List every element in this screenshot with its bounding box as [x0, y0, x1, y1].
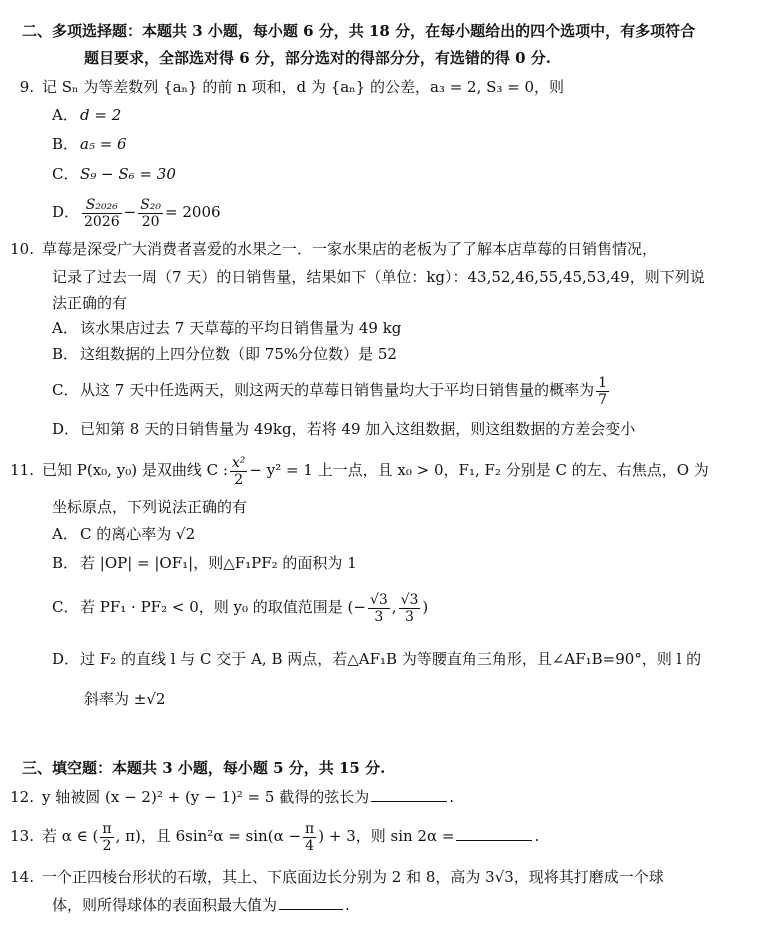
question-number: 12.: [10, 788, 34, 806]
option-text: 若 |OP| = |OF₁|，则△F₁PF₂ 的面积为 1: [80, 554, 357, 572]
numerator: √3: [400, 591, 419, 608]
question-11-cont: 坐标原点，下列说法正确的有: [52, 498, 248, 516]
section2-heading-cont: 题目要求，全部选对得 6 分，部分选对的得部分分，有选错的得 0 分.: [84, 49, 551, 67]
question-stem: 若 α ∈ (: [42, 827, 99, 845]
fraction: [230, 455, 248, 488]
q9-option-d: D． $\frac{\text{S₂₀₂₆}}{2026}$ − $\frac{\text{S₂₀}}{20}$ = 2006: [52, 194, 221, 230]
q9-option-b: [52, 133, 127, 155]
fraction: [100, 821, 113, 854]
fraction: [399, 592, 421, 625]
question-number: 9.: [19, 78, 34, 96]
q11-option-b: [52, 552, 357, 574]
fraction: [138, 197, 163, 230]
option-label: D．: [52, 650, 80, 668]
question-number: 10.: [10, 240, 34, 258]
question-number: 11.: [10, 461, 34, 479]
denominator: 4: [305, 837, 315, 854]
question-end: .: [449, 788, 454, 806]
question-number: 14.: [10, 868, 34, 886]
option-label: A．: [52, 525, 78, 543]
option-text: a₅ = 6: [80, 135, 127, 153]
denominator: 2: [234, 471, 244, 488]
option-label: C．: [52, 598, 79, 616]
fraction: [368, 592, 390, 625]
q11-option-a: [52, 523, 195, 545]
q9-option-c: [52, 163, 176, 185]
question-stem-cont: − y² = 1 上一点，且 x₀ > 0，F₁, F₂ 分别是 C 的左、右焦点，O 为: [249, 461, 709, 479]
numerator: x²: [231, 454, 246, 471]
fraction: [303, 821, 316, 854]
option-label: B．: [52, 345, 79, 363]
question-10: [0, 238, 657, 260]
option-text: 过 F₂ 的直线 l 与 C 交于 A, B 两点，若△AF₁B 为等腰直角三角形，且∠AF₁B=90°，则 l 的: [80, 650, 702, 668]
option-text: C 的离心率为 √2: [80, 525, 196, 543]
denominator: 20: [141, 213, 160, 230]
question-stem: 记 Sₙ 为等差数列 {aₙ} 的前 n 项和，d 为 {aₙ} 的公差，a₃ = 2, S₃ = 0，则: [42, 78, 565, 96]
q11-option-d-cont: 斜率为 ±√2: [84, 690, 166, 708]
question-13: [0, 818, 539, 854]
denominator: 3: [405, 608, 414, 625]
option-label: C．: [52, 381, 79, 399]
question-end: .: [534, 827, 540, 845]
option-text: 已知第 8 天的日销售量为 49kg，若将 49 加入这组数据，则这组数据的方差会变小: [80, 420, 636, 438]
option-label: A．: [52, 106, 78, 124]
answer-blank[interactable]: [371, 785, 447, 802]
question-9: [0, 76, 564, 98]
numerator: π: [305, 820, 315, 837]
option-label: D．: [52, 420, 80, 438]
question-stem-cont: ) + 3，则 sin 2α =: [318, 827, 455, 845]
option-label: A．: [52, 319, 78, 337]
fraction: [82, 197, 122, 230]
option-text: 从这 7 天中任选两天，则这两天的草莓日销售量均大于平均日销售量的概率为: [80, 381, 595, 399]
q9-option-a: [52, 104, 121, 126]
option-text: d = 2: [80, 106, 122, 124]
numerator: √3: [369, 591, 388, 608]
question-stem: 已知 P(x₀, y₀) 是双曲线 C :: [42, 461, 228, 479]
question-14: [0, 866, 664, 888]
q10-option-a: [52, 317, 401, 339]
option-label: B．: [52, 135, 79, 153]
q10-option-c: [52, 372, 611, 408]
denominator: 7: [598, 391, 608, 408]
question-stem: 一个正四棱台形状的石墩，其上、下底面边长分别为 2 和 8，高为 3√3，现将其打磨成一个球: [42, 868, 664, 886]
question-number: 13.: [10, 827, 34, 845]
answer-blank[interactable]: [279, 893, 343, 910]
q11-option-c: C． 若 PF₁ · PF₂ < 0，则 y₀ 的取值范围是 (− $\frac{√3}{3}$ , $\frac{√3}{3}$ ): [52, 588, 428, 626]
option-text: 该水果店过去 7 天草莓的平均日销售量为 49 kg: [80, 319, 402, 337]
question-stem: 草莓是深受广大消费者喜爱的水果之一．一家水果店的老板为了了解本店草莓的日销售情况，: [42, 240, 658, 258]
question-12: [0, 785, 454, 808]
option-text: 这组数据的上四分位数（即 75%分位数）是 52: [80, 345, 397, 363]
numerator: S₂₀: [140, 196, 162, 213]
section3-heading: 三、填空题：本题共 3 小题，每小题 5 分，共 15 分.: [22, 759, 386, 777]
q11-option-d: [52, 648, 701, 670]
option-text: S₉ − S₆ = 30: [80, 165, 176, 183]
numerator: 1: [598, 374, 608, 391]
numerator: S₂₀₂₆: [82, 197, 122, 214]
section2-heading: 二、多项选择题：本题共 3 小题，每小题 6 分，共 18 分，在每小题给出的四个选项中，有多项符合: [22, 22, 696, 40]
option-text: = 2006: [165, 203, 221, 221]
question-stem-cont: , π)，且 6sin²α = sin(α −: [115, 827, 302, 845]
denominator: 2: [102, 837, 112, 854]
question-11: [0, 452, 709, 488]
option-text: 若 PF₁ · PF₂ < 0，则 y₀ 的取值范围是 (−: [80, 598, 366, 616]
q10-option-d: [52, 418, 635, 440]
question-14-cont: [52, 893, 350, 916]
q10-option-b: [52, 343, 397, 365]
question-end: .: [345, 896, 350, 914]
denominator: 3: [374, 608, 384, 625]
option-label: C．: [52, 165, 79, 183]
option-label: B．: [52, 554, 79, 572]
question-stem: y 轴被圆 (x − 2)² + (y − 1)² = 5 截得的弦长为: [42, 788, 370, 806]
denominator: 2026: [84, 213, 120, 230]
question-stem-cont: 体，则所得球体的表面积最大值为: [52, 896, 278, 914]
numerator: π: [102, 820, 112, 837]
question-10-cont: 记录了过去一周（7 天）的日销售量，结果如下（单位：kg）：43,52,46,55,45,53,49，则下列说: [52, 268, 705, 286]
answer-blank[interactable]: [456, 824, 532, 841]
option-label: D．: [52, 203, 80, 221]
question-10-cont2: 法正确的有: [52, 294, 128, 312]
fraction: [596, 375, 609, 408]
